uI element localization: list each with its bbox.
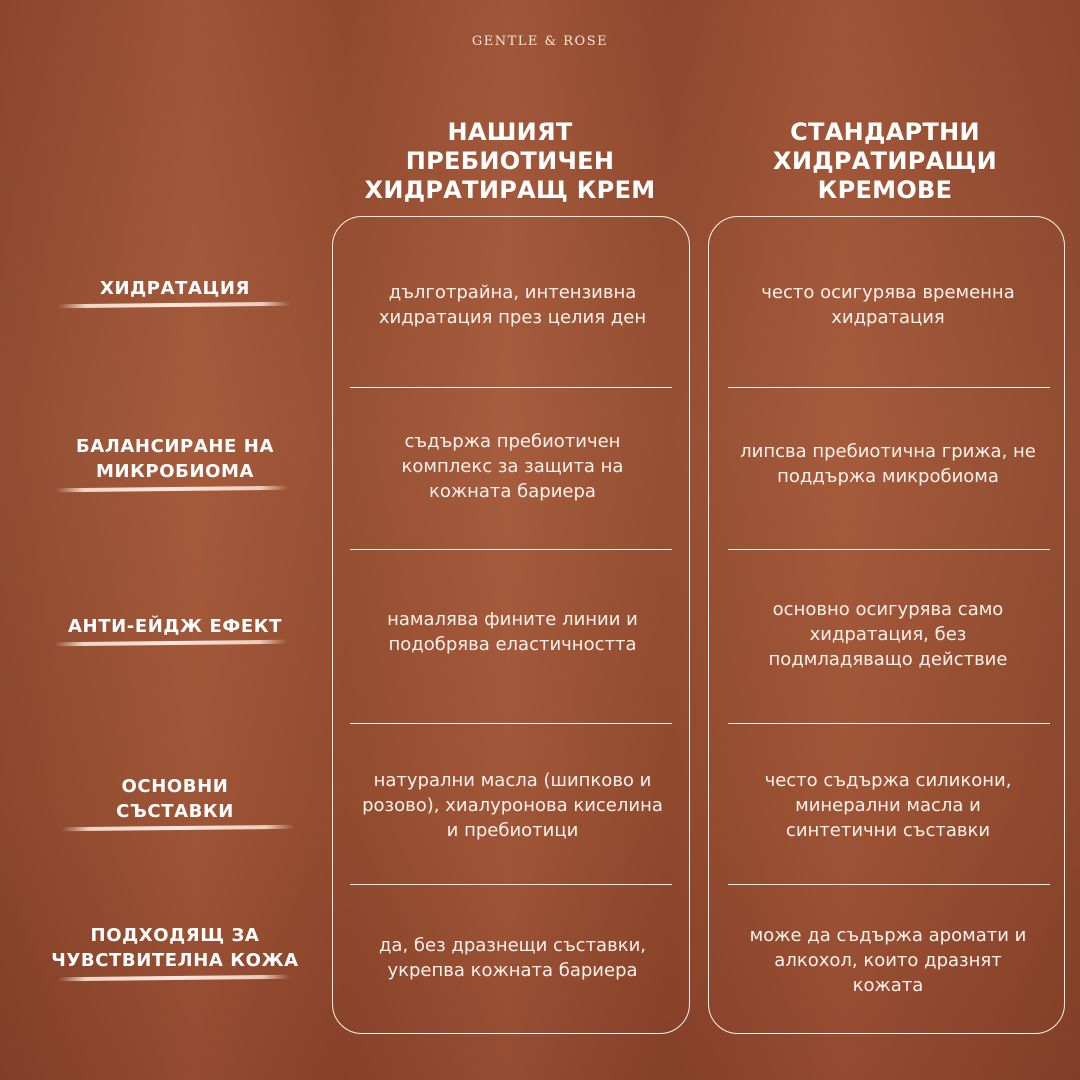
- label-underline: [56, 486, 288, 492]
- row-divider: [728, 723, 1050, 724]
- row-label-anti-age: АНТИ-ЕЙДЖ ЕФЕКТ: [68, 616, 282, 637]
- column-header-standard-creams: СТАНДАРТНИ ХИДРАТИРАЩИ КРЕМОВЕ: [773, 118, 997, 204]
- row-label-microbiome: БАЛАНСИРАНЕ НА МИКРОБИОМА: [75, 436, 274, 482]
- row-label-sensitive-skin: ПОДХОДЯЩ ЗА ЧУВСТВИТЕЛНА КОЖА: [51, 925, 299, 971]
- row-divider: [350, 723, 672, 724]
- row-divider: [728, 549, 1050, 550]
- row-divider: [350, 884, 672, 885]
- standard-microbiome: липсва пребиотична грижа, не поддържа микробиома: [740, 441, 1036, 487]
- our-cream-ingredients: натурални масла (шипково и розово), хиалуронова киселина и пребиотици: [362, 770, 663, 841]
- standard-sensitive-skin: може да съдържа аромати и алкохол, които дразнят кожата: [749, 925, 1027, 996]
- row-label-hydration: ХИДРАТАЦИЯ: [100, 278, 250, 299]
- our-cream-microbiome: съдържа пребиотичен комплекс за защита на кожната бариера: [401, 431, 624, 502]
- our-cream-hydration: дълготрайна, интензивна хидратация през целия ден: [378, 282, 647, 328]
- our-cream-sensitive-skin: да, без дразнещи съставки, укрепва кожната бариера: [378, 935, 646, 981]
- label-underline: [55, 640, 287, 646]
- column-header-our-cream: НАШИЯТ ПРЕБИОТИЧЕН ХИДРАТИРАЩ КРЕМ: [364, 118, 656, 204]
- row-label-ingredients: ОСНОВНИ СЪСТАВКИ: [116, 776, 234, 822]
- row-divider: [350, 387, 672, 388]
- brand-logo: GENTLE & ROSE: [471, 34, 609, 49]
- label-underline: [62, 825, 294, 831]
- label-underline: [58, 975, 290, 981]
- standard-hydration: често осигурява временна хидратация: [761, 282, 1015, 328]
- standard-ingredients: често съдържа силикони, минерални масла и синтетични съставки: [764, 770, 1012, 841]
- our-cream-anti-age: намалява фините линии и подобрява еластичността: [387, 609, 638, 655]
- row-divider: [350, 549, 672, 550]
- row-divider: [728, 884, 1050, 885]
- label-underline: [58, 302, 290, 308]
- row-divider: [728, 387, 1050, 388]
- standard-anti-age: основно осигурява само хидратация, без подмладяващо действие: [768, 599, 1008, 670]
